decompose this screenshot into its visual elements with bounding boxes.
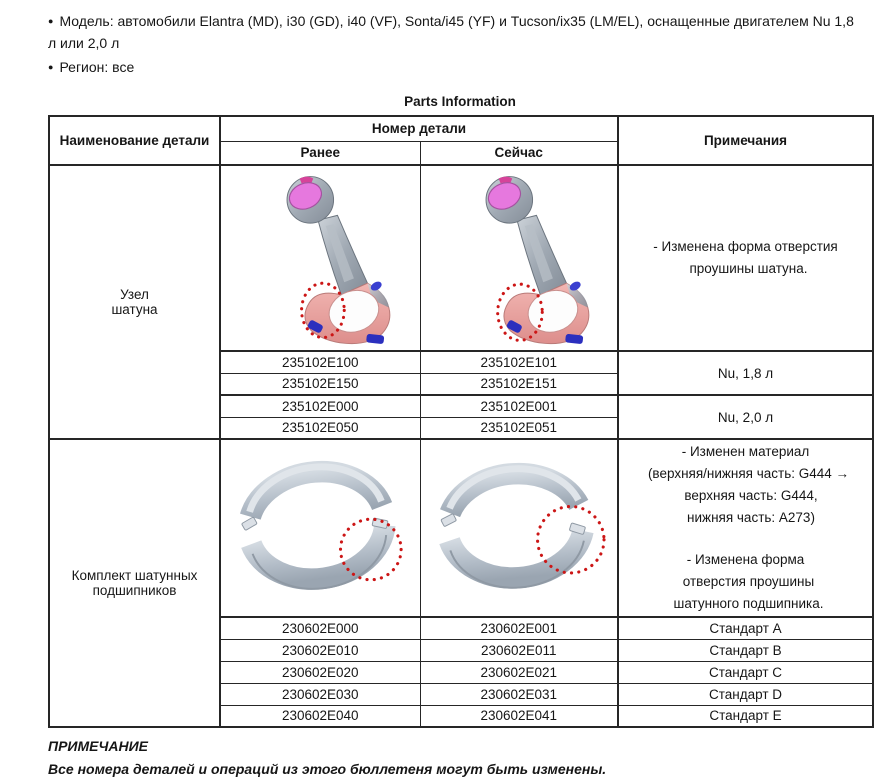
part-number-cell: 235102E150	[220, 373, 420, 395]
group1-part-name-cell	[49, 165, 220, 439]
group1-note-line2: проушины шатуна.	[689, 261, 808, 276]
footer-heading: ПРИМЕЧАНИЕ	[48, 738, 149, 754]
group1-notes-cell	[618, 165, 873, 351]
part-number-cell: 230602E000	[220, 617, 420, 639]
group2-before-image-cell	[220, 439, 420, 617]
group1-engine-note-20: Nu, 2,0 л	[618, 395, 873, 439]
part-number-cell: 230602E041	[420, 705, 618, 727]
group1-note-line1: - Изменена форма отверстия	[653, 239, 838, 254]
standard-note-cell: Стандарт A	[618, 617, 873, 639]
part-number-cell: 235102E050	[220, 417, 420, 439]
region-bullet	[48, 56, 854, 78]
bearing-lug-tab	[441, 514, 457, 527]
standard-note-cell: Стандарт C	[618, 661, 873, 683]
part-number-cell: 230602E010	[220, 639, 420, 661]
group1-before-image-cell	[220, 165, 420, 351]
standard-note-cell: Стандарт B	[618, 639, 873, 661]
col-header-now: Сейчас	[420, 141, 618, 165]
footer-text: Все номера деталей и операций из этого бюллетеня могут быть изменены.	[48, 761, 607, 777]
group2-part-name-cell	[49, 439, 220, 727]
col-header-part-name: Наименование детали	[49, 116, 220, 165]
group2-name-line2: подшипников	[92, 583, 177, 598]
bullet-icon: ●	[48, 62, 54, 72]
page-content	[48, 0, 872, 781]
group1-name-line2: шатуна	[111, 302, 158, 317]
part-number-cell: 235102E100	[220, 351, 420, 373]
bearing-lug-tab	[242, 517, 258, 531]
part-number-cell: 230602E030	[220, 683, 420, 705]
group1-now-image-cell	[420, 165, 618, 351]
group2-note-line: - Изменена форма	[686, 552, 805, 567]
bearing-set-now-image	[423, 442, 615, 614]
group1-name-line1: Узел	[120, 287, 149, 302]
col-header-notes: Примечания	[618, 116, 873, 165]
group2-note-line: верхняя часть: G444,	[684, 488, 818, 503]
part-number-cell: 235102E001	[420, 395, 618, 417]
part-number-cell: 230602E021	[420, 661, 618, 683]
group2-note-line: шатунного подшипника.	[673, 596, 824, 611]
group2-now-image-cell	[420, 439, 618, 617]
group2-note-line: нижняя часть: A273)	[687, 510, 815, 525]
bullet-list	[48, 10, 854, 78]
group2-name-line1: Комплект шатунных	[71, 568, 198, 583]
standard-note-cell: Стандарт D	[618, 683, 873, 705]
col-header-before: Ранее	[220, 141, 420, 165]
part-number-cell: 235102E000	[220, 395, 420, 417]
rod-bolt-right	[565, 334, 583, 345]
part-number-cell: 230602E020	[220, 661, 420, 683]
group2-note-line: (верхняя/нижняя часть: G444 →	[647, 466, 850, 481]
group2-note-line: - Изменен материал	[681, 444, 810, 459]
part-number-cell: 230602E031	[420, 683, 618, 705]
model-bullet-text: Модель: автомобили Elantra (MD), i30 (GD), i40 (VF), Sonta/i45 (YF) и Tucson/ix35 (LM/EL), оснащенные двигателем Nu 1,8 л или 2,0 л	[48, 13, 854, 51]
connecting-rod-before-image	[225, 168, 415, 348]
group2-notes-cell	[618, 439, 873, 617]
connecting-rod-now-image	[424, 168, 614, 348]
part-number-cell: 235102E151	[420, 373, 618, 395]
rod-bolt-right	[366, 334, 384, 345]
standard-note-cell: Стандарт E	[618, 705, 873, 727]
col-header-part-number: Номер детали	[220, 116, 618, 141]
parts-table	[48, 115, 874, 728]
part-number-cell: 230602E001	[420, 617, 618, 639]
part-number-cell: 230602E040	[220, 705, 420, 727]
parts-table-title: Parts Information	[404, 94, 516, 109]
part-number-cell: 235102E051	[420, 417, 618, 439]
model-bullet	[48, 10, 854, 54]
part-number-cell: 230602E011	[420, 639, 618, 661]
bearing-set-before-image	[224, 442, 416, 614]
part-number-cell: 235102E101	[420, 351, 618, 373]
group2-note-line: отверстия проушины	[682, 574, 815, 589]
region-bullet-text: Регион: все	[59, 59, 135, 75]
bullet-icon: ●	[48, 16, 54, 26]
group1-engine-note-18: Nu, 1,8 л	[618, 351, 873, 395]
footer-note	[48, 735, 872, 781]
